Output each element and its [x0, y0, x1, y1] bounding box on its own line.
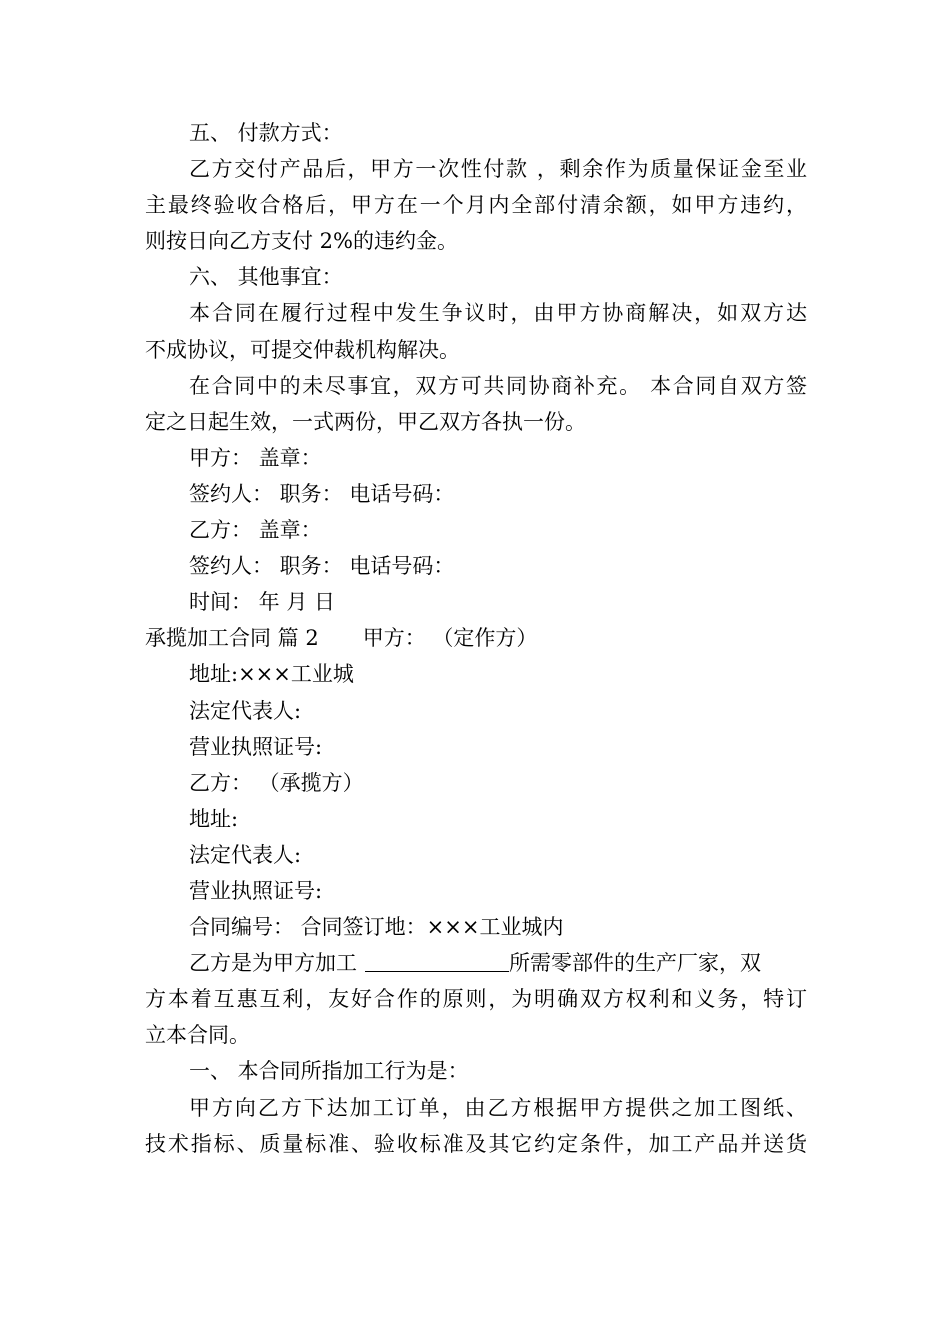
- paragraph-line: 定之日起生效，一式两份，甲乙双方各执一份。: [145, 409, 586, 434]
- paragraph-line: 立本合同。: [145, 1023, 250, 1048]
- party-a-license: 营业执照证号:: [189, 734, 323, 759]
- paragraph-line: 在合同中的未尽事宜，双方可共同协商补充。 本合同自双方签: [189, 373, 807, 398]
- intro-text-a: 乙方是为甲方加工: [189, 951, 357, 976]
- fill-in-blank: [365, 951, 509, 972]
- paragraph-line: 乙方交付产品后，甲方一次性付款 ，剩余作为质量保证金至业: [189, 157, 807, 182]
- document-body: [145, 115, 807, 1162]
- contract-number-line: 合同编号： 合同签订地：×××工业城内: [189, 915, 564, 940]
- intro-text-b: 所需零部件的生产厂家，双: [509, 951, 761, 976]
- contract2-title: 承揽加工合同 篇 2: [145, 626, 319, 651]
- paragraph-line: 主最终验收合格后，甲方在一个月内全部付清余额，如甲方违约，: [145, 193, 807, 218]
- clause1-heading: 一、 本合同所指加工行为是：: [189, 1059, 469, 1084]
- paragraph-line: 技术指标、质量标准、验收标准及其它约定条件，加工产品并送货: [145, 1131, 807, 1156]
- party-b-license: 营业执照证号:: [189, 878, 323, 903]
- paragraph-line: 甲方向乙方下达加工订单，由乙方根据甲方提供之加工图纸、: [189, 1095, 807, 1120]
- section-heading-other: 六、 其他事宜：: [189, 265, 343, 290]
- paragraph-line: 不成协议，可提交仲裁机构解决。: [145, 337, 460, 362]
- date-line: 时间： 年 月 日: [189, 590, 336, 615]
- party-a-legal-rep: 法定代表人:: [189, 698, 302, 723]
- intro-line-with-blank: [145, 945, 807, 981]
- party-b-seal: 乙方： 盖章：: [189, 518, 322, 543]
- party-b-legal-rep: 法定代表人:: [189, 842, 302, 867]
- section-heading-payment: 五、 付款方式：: [189, 121, 343, 145]
- party-b-label: 乙方： （承揽方）: [189, 770, 364, 795]
- party-a-address: 地址:×××工业城: [189, 662, 354, 687]
- paragraph-line: 本合同在履行过程中发生争议时，由甲方协商解决，如双方达: [189, 301, 807, 326]
- party-a-label: 甲方： （定作方）: [362, 626, 538, 651]
- paragraph-line: 则按日向乙方支付 2%的违约金。: [145, 229, 458, 254]
- signer-b-line: 签约人： 职务： 电话号码：: [189, 554, 455, 579]
- paragraph-line: 方本着互惠互利，友好合作的原则，为明确双方权利和义务，特订: [145, 987, 807, 1012]
- contract2-title-line: [145, 620, 807, 656]
- party-a-seal: 甲方： 盖章：: [189, 445, 322, 470]
- party-b-address: 地址:: [189, 806, 239, 831]
- signer-a-line: 签约人： 职务： 电话号码：: [189, 481, 455, 506]
